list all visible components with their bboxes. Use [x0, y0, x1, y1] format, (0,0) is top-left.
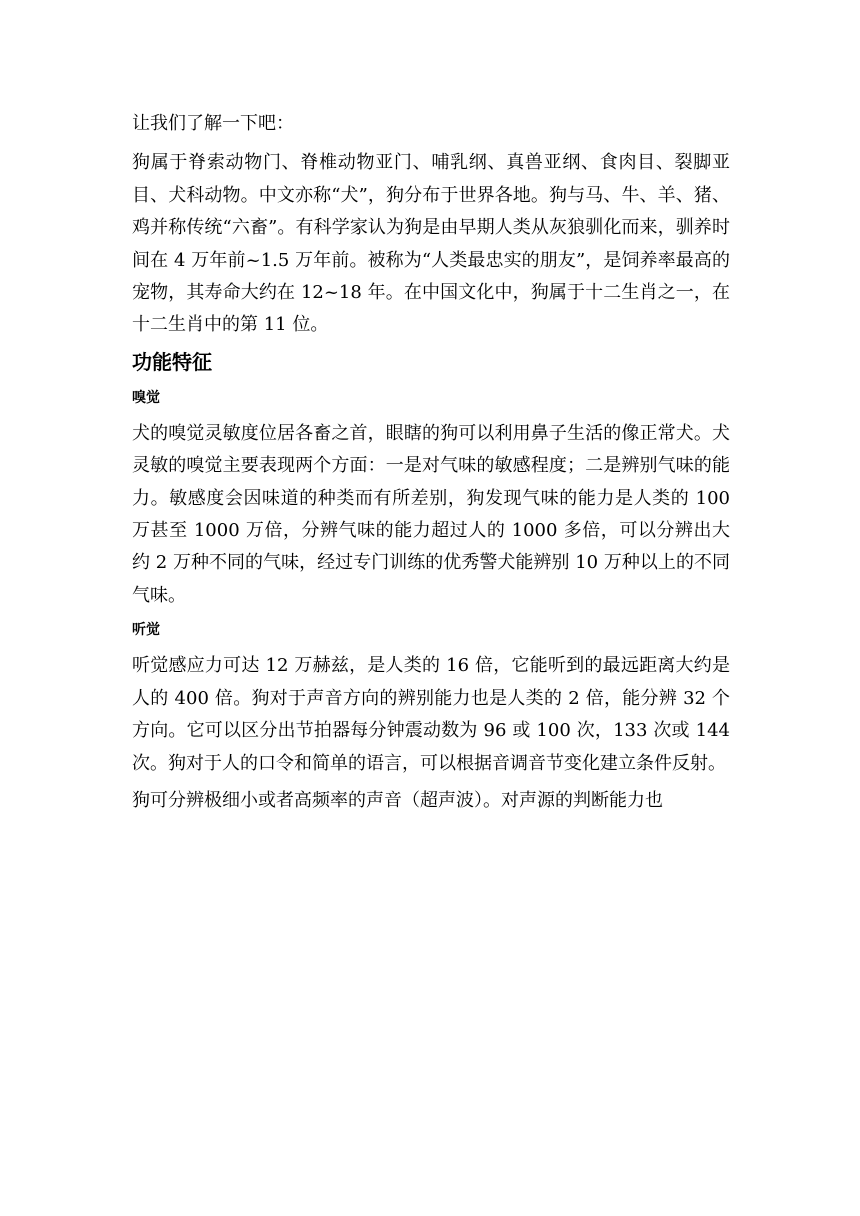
smell-paragraph: 犬的嗅觉灵敏度位居各畜之首，眼瞎的狗可以利用鼻子生活的像正常犬。犬灵敏的嗅觉主要表现两个方面：一是对气味的敏感程度；二是辨别气味的能力。敏感度会因味道的种类而有所差别，狗发现气味的能力是人类的 100 万甚至 1000 万倍，分辨气味的能力超过人的 1000 多倍，可以分辨出大约 2 万种不同的气味，经过专门训练的优秀警犬能辨别 10 万种以上的不同气味。	[132, 422, 730, 606]
document-page	[132, 108, 730, 817]
intro-line: 让我们了解一下吧：	[132, 113, 294, 134]
hearing-paragraph-1: 听觉感应力可达 12 万赫兹，是人类的 16 倍，它能听到的最远距离大约是人的 400 倍。狗对于声音方向的辨别能力也是人类的 2 倍，能分辨 32 个方向。它可以区分出节拍器每分钟震动数为 96 或 100 次，133 次或 144 次。狗对于人的口令和简单的语言，可以根据音调音节变化建立条件反射。	[132, 655, 730, 774]
section-heading-features: 功能特征	[132, 349, 212, 374]
subheading-smell: 嗅觉	[132, 389, 160, 406]
subheading-hearing: 听觉	[132, 622, 160, 639]
overview-paragraph: 狗属于脊索动物门、脊椎动物亚门、哺乳纲、真兽亚纲、食肉目、裂脚亚目、犬科动物。中文亦称“犬”，狗分布于世界各地。狗与马、牛、羊、猪、鸡并称传统“六畜”。有科学家认为狗是由早期人类从灰狼驯化而来，驯养时间在 4 万年前~1.5 万年前。被称为“人类最忠实的朋友”，是饲养率最高的宠物，其寿命大约在 12~18 年。在中国文化中，狗属于十二生肖之一，在十二生肖中的第 11 位。	[132, 152, 730, 336]
hearing-paragraph-2: 狗可分辨极细小或者高频率的声音（超声波）。对声源的判断能力也	[132, 789, 663, 811]
